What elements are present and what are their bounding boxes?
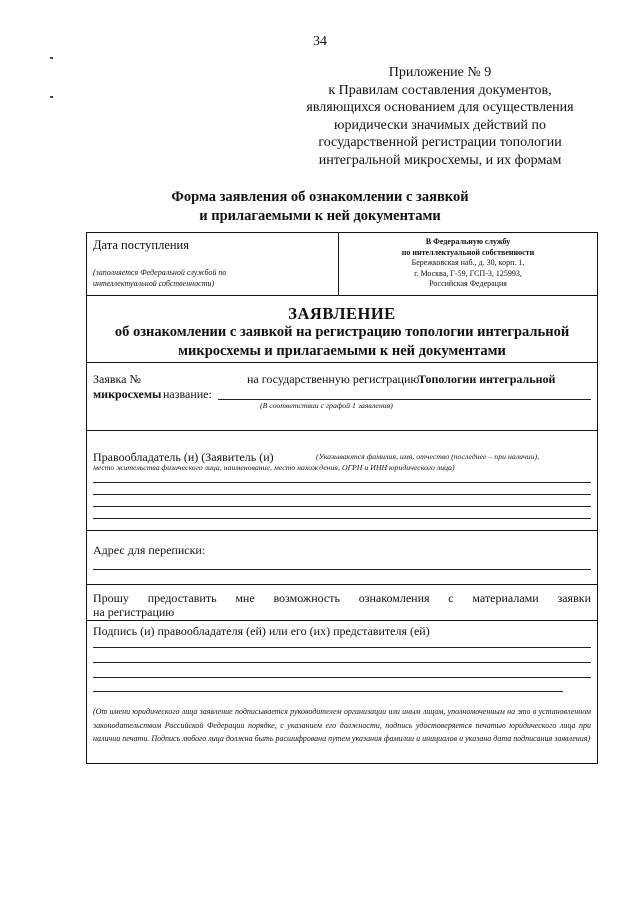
holder-hint: место жительства физического лица, наименование, место нахождения, ОГРН и ИНН юридического лица) (93, 463, 455, 472)
appendix-line: являющихся основанием для осуществления (306, 100, 574, 115)
header-divider (338, 232, 339, 296)
page-number: 34 (313, 34, 327, 49)
statement-heading (86, 304, 598, 361)
addressee-line: В Федеральную службу (425, 237, 511, 246)
section-divider (86, 620, 598, 621)
section-divider (86, 430, 598, 431)
form-title-line: Форма заявления об ознакомлении с заявкой (171, 189, 469, 205)
registration-object-cont: микросхемы (93, 387, 162, 401)
form-title (0, 188, 640, 226)
section-divider (86, 295, 598, 296)
addressee-line: по интеллектуальной собственности (401, 247, 535, 257)
addressee-block (345, 237, 591, 290)
signature-field-line[interactable] (93, 677, 591, 678)
scan-speck (50, 57, 53, 59)
registration-object: Топологии интегральной (418, 372, 556, 386)
statement-subtitle-line: микросхемы и прилагаемыми к ней документами (178, 343, 506, 359)
addressee-line: г. Москва, Г-59, ГСП-3, 125993, (414, 268, 522, 278)
correspondence-label: Адрес для переписки: (93, 543, 206, 557)
signing-note: (От имени юридического лица заявление подписывается руководителем организации или иным лицом, уполномоченным на это в установленном законодательством Российской Федерации порядке, с указанием его должности, подпись удостоверяется печатью юридического лица при наличии печати. Подпись любого лица должна быть расшифрована путем указания фамилии и инициалов и указана дата подписания заявления) (93, 707, 591, 744)
registration-text: на государственную регистрацию (247, 372, 420, 386)
holder-field-line[interactable] (93, 482, 591, 483)
appendix-line: юридически значимых действий по (334, 117, 546, 133)
name-field[interactable] (218, 399, 591, 400)
holder-field-line[interactable] (93, 518, 591, 519)
appendix-line: к Правилам составления документов, (328, 82, 552, 98)
signature-field-line[interactable] (93, 647, 591, 648)
scan-speck (50, 96, 53, 98)
signature-field-line[interactable] (93, 662, 591, 663)
section-divider (86, 362, 598, 363)
application-number-label: Заявка № (93, 372, 141, 386)
appendix-header (280, 64, 600, 169)
addressee-line: Российская Федерация (429, 279, 507, 289)
name-label: название: (163, 387, 212, 401)
correspondence-field[interactable] (93, 569, 591, 570)
request-text: Прошу предоставить мне возможность ознакомления с материалами заявки на регистрацию (93, 591, 591, 619)
addressee-line: Бережковская наб., д. 30, корп. 1, (411, 258, 525, 268)
section-divider (86, 530, 598, 531)
section-divider (86, 584, 598, 585)
appendix-line: Приложение № 9 (388, 65, 492, 80)
statement-title: ЗАЯВЛЕНИЕ (288, 304, 396, 323)
holder-field-line[interactable] (93, 506, 591, 507)
statement-subtitle-line: об ознакомлении с заявкой на регистрацию топологии интегральной (114, 324, 570, 340)
signature-label: Подпись (и) правообладателя (ей) или его (их) представителя (ей) (93, 624, 430, 638)
holder-hint: (Указываются фамилия, имя, отчество (последнее – при наличии), (316, 452, 540, 461)
appendix-line: государственной регистрации топологии (318, 135, 562, 150)
holder-label: Правообладатель (и) (Заявитель (и) (93, 450, 274, 464)
appendix-line: интегральной микросхемы, и их формам (318, 152, 562, 168)
receipt-note: (заполняется Федеральной службой по интеллектуальной собственности) (93, 268, 227, 288)
form-title-line: и прилагаемыми к ней документами (199, 208, 441, 224)
receipt-date-label: Дата поступления (93, 238, 189, 252)
name-hint: (В соответствии с графой 1 заявления) (260, 401, 393, 410)
signature-field-line[interactable] (93, 691, 563, 692)
holder-field-line[interactable] (93, 494, 591, 495)
